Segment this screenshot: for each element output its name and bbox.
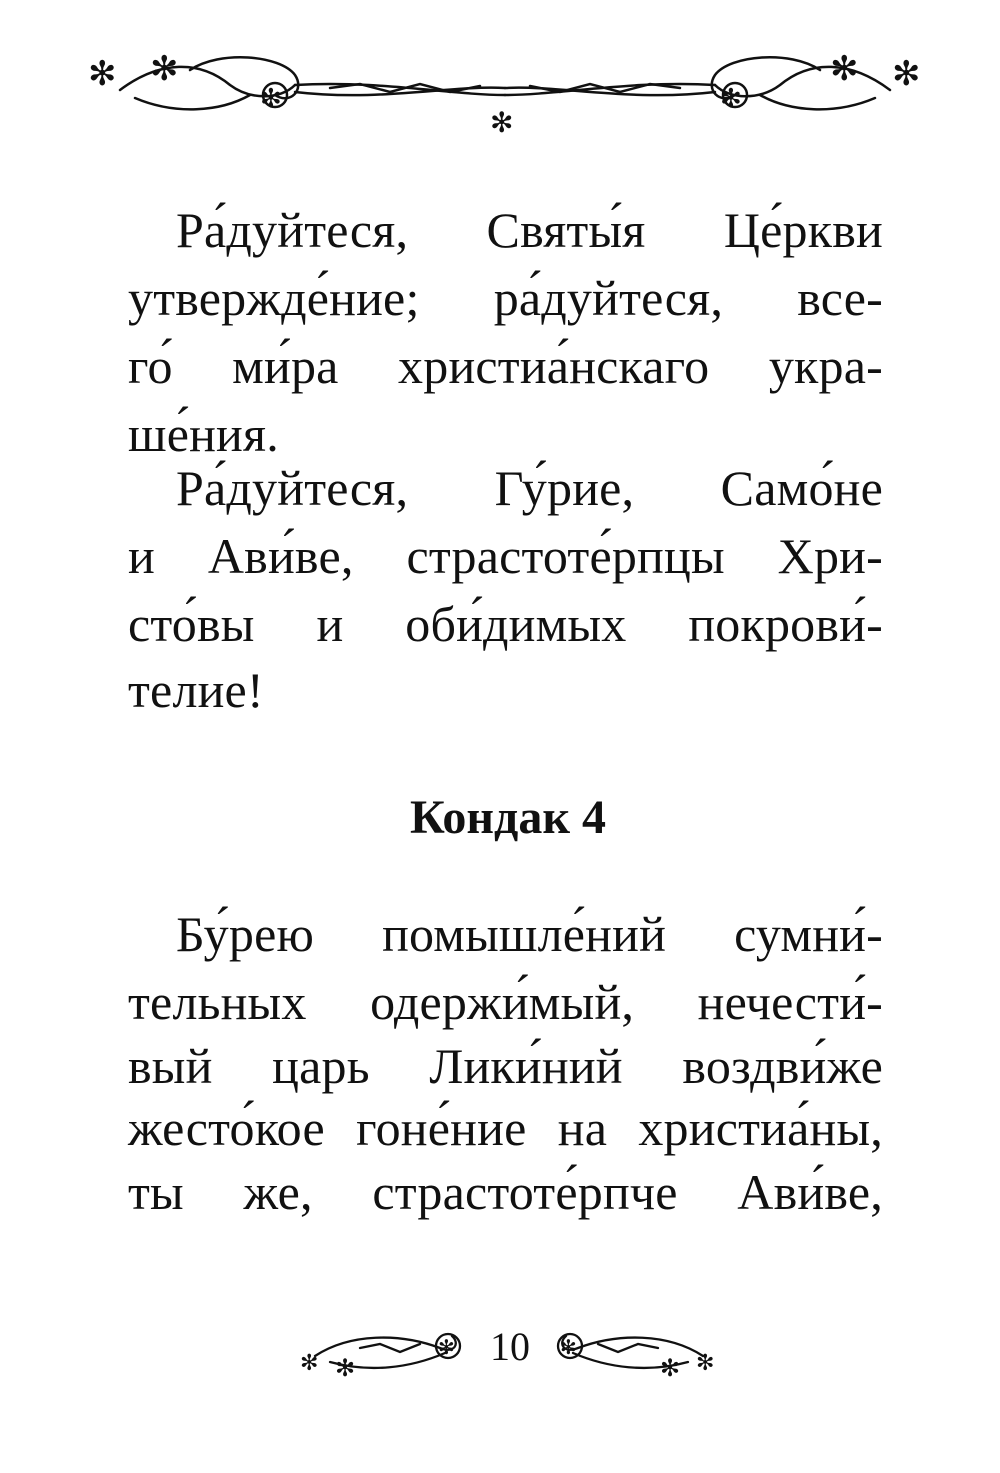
page-number: 10 [490, 1324, 530, 1369]
word: Хри- [777, 528, 883, 584]
word: Бу́рею [176, 906, 315, 962]
word: сто́вы [128, 596, 255, 652]
text-line [128, 404, 883, 464]
word: ми́ра [232, 338, 339, 394]
word: ра́дуйтеся, [493, 270, 724, 326]
word: сумни́- [734, 906, 883, 962]
kondak-heading: Кондак 4 [409, 791, 606, 844]
word: Святы́я [486, 202, 646, 258]
word: и [316, 596, 344, 652]
word: вый [128, 1038, 213, 1094]
text-line [128, 526, 883, 586]
text-line [128, 904, 883, 964]
svg-text:✻: ✻ [490, 106, 514, 139]
text-line [128, 972, 883, 1032]
word: одержи́мый, [370, 974, 635, 1030]
text-line [128, 1098, 883, 1158]
word: Лики́ний [429, 1038, 623, 1094]
word: жесто́кое [128, 1100, 325, 1156]
word: христиа́нскаго [398, 338, 710, 394]
word: Ави́ве, [737, 1164, 883, 1220]
word: тельных [128, 974, 307, 1030]
text-line [128, 660, 883, 720]
bottom-right-floral-ornament [548, 1318, 718, 1378]
word: утвержде́ние; [128, 270, 420, 326]
word: нечести́- [697, 974, 883, 1030]
text-line [128, 594, 883, 654]
word: Ра́дуйтеся, [176, 460, 409, 516]
bottom-left-floral-ornament [300, 1318, 470, 1378]
word: воздви́же [682, 1038, 883, 1094]
svg-text:✻: ✻ [260, 84, 282, 114]
word: Ра́дуйтеся, [176, 202, 409, 258]
word: и [128, 528, 155, 584]
word: Гу́рие, [494, 460, 635, 516]
word: Ави́ве, [207, 528, 354, 584]
word: все- [797, 270, 883, 326]
word: страстоте́рпче [372, 1164, 678, 1220]
word: телие! [128, 662, 264, 718]
word: го́ [128, 338, 173, 394]
text-line [128, 200, 883, 260]
word: помышле́ний [382, 906, 667, 962]
word: оби́димых [405, 596, 627, 652]
svg-text:✻: ✻ [300, 1351, 319, 1376]
svg-text:✻: ✻ [335, 1354, 356, 1378]
word: гоне́ние [356, 1100, 527, 1156]
word: страстоте́рпцы [406, 528, 725, 584]
svg-text:✻: ✻ [660, 1354, 681, 1378]
text-line [128, 1162, 883, 1222]
word: же, [243, 1164, 313, 1220]
word: укра- [768, 338, 883, 394]
text-line [128, 458, 883, 518]
word: ты [128, 1164, 184, 1220]
svg-text:✻: ✻ [560, 1335, 577, 1359]
svg-text:✻: ✻ [150, 49, 179, 89]
word: покрови́- [688, 596, 883, 652]
text-line [128, 268, 883, 328]
svg-text:✻: ✻ [720, 84, 742, 114]
svg-text:✻: ✻ [696, 1351, 715, 1376]
svg-text:✻: ✻ [438, 1335, 455, 1359]
top-floral-ornament [80, 40, 930, 140]
word: Це́ркви [723, 202, 883, 258]
svg-text:✻: ✻ [88, 54, 117, 94]
svg-text:✻: ✻ [830, 49, 859, 89]
word: на [557, 1100, 608, 1156]
text-line [128, 336, 883, 396]
text-line [128, 1036, 883, 1096]
word: ше́ния. [128, 406, 279, 462]
word: царь [272, 1038, 370, 1094]
word: Само́не [720, 460, 883, 516]
word: христиа́ны, [638, 1100, 883, 1156]
svg-text:✻: ✻ [892, 54, 921, 94]
